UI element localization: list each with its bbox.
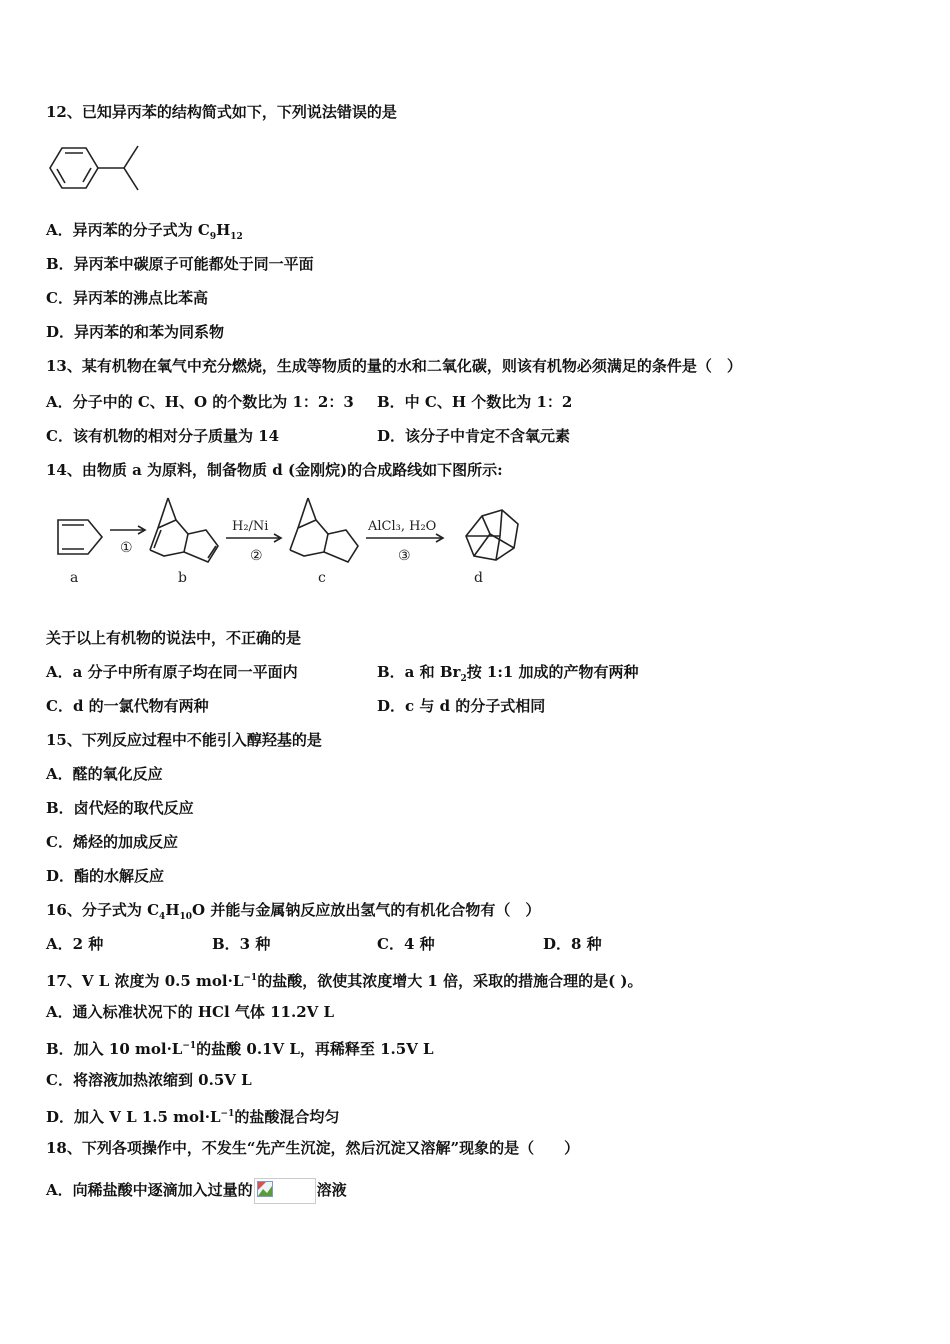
- q12-option-b: B．异丙苯中碳原子可能都处于同一平面: [46, 255, 314, 273]
- q16-stem: 16、分子式为 $C_4H_{10}O$ 并能与金属钠反应放出氢气的有机化合物有（ ）: [46, 901, 541, 922]
- scheme-step-3-reagent: AlCl₃, H₂O: [368, 519, 437, 534]
- q12-option-a: A．异丙苯的分子式为 $C_9H_{12}$: [46, 221, 243, 242]
- q15-option-a: A．醛的氧化反应: [46, 765, 163, 783]
- q13-option-d: D．该分子中肯定不含氧元素: [377, 427, 571, 445]
- q15-stem: 15、下列反应过程中不能引入醇羟基的是: [46, 731, 322, 749]
- q13-option-c: C．该有机物的相对分子质量为 14: [46, 427, 280, 445]
- q12-option-d: D．异丙苯的和苯为同系物: [46, 323, 225, 341]
- scheme-label-c: c: [318, 570, 326, 586]
- q14-option-b: B．a 和 $Br_2$按 1:1 加成的产物有两种: [377, 663, 639, 684]
- q16-option-a: A．2 种: [46, 935, 104, 953]
- q18-option-a: A．向稀盐酸中逐滴加入过量的 溶液: [46, 1178, 347, 1204]
- q13-option-a: A．分子中的 C、H、O 的个数比为 1：2：3: [46, 393, 354, 411]
- q12-option-c: C．异丙苯的沸点比苯高: [46, 289, 208, 307]
- scheme-step-2-reagent: H₂/Ni: [232, 519, 269, 534]
- q16-option-c: C．4 种: [377, 935, 435, 953]
- q17-option-b: B．加入 10 $mol\cdot L^{-1}$的盐酸 0.1V L，再稀释至 1.5V L: [46, 1040, 434, 1058]
- q13-option-b: B．中 C、H 个数比为 1：2: [377, 393, 573, 411]
- scheme-label-b: b: [178, 570, 187, 586]
- broken-image-icon: [254, 1178, 316, 1204]
- q12-stem: 12、已知异丙苯的结构简式如下，下列说法错误的是: [46, 103, 397, 121]
- q17-option-d: D．加入 V L 1.5 $mol\cdot L^{-1}$的盐酸混合均匀: [46, 1108, 340, 1126]
- q14-option-d: D．c 与 d 的分子式相同: [377, 697, 546, 715]
- q15-option-c: C．烯烃的加成反应: [46, 833, 178, 851]
- q17-option-c: C．将溶液加热浓缩到 0.5V L: [46, 1071, 252, 1089]
- q15-option-d: D．酯的水解反应: [46, 867, 165, 885]
- q16-option-d: D．8 种: [543, 935, 602, 953]
- isopropylbenzene-structure: [46, 140, 146, 200]
- q14-stem: 14、由物质 a 为原料，制备物质 d (金刚烷)的合成路线如下图所示:: [46, 461, 503, 479]
- q18-stem: 18、下列各项操作中，不发生“先产生沉淀，然后沉淀又溶解”现象的是（ ）: [46, 1139, 580, 1157]
- q15-option-b: B．卤代烃的取代反应: [46, 799, 194, 817]
- q16-option-b: B．3 种: [212, 935, 271, 953]
- q14-option-a: A．a 分子中所有原子均在同一平面内: [46, 663, 298, 681]
- adamantane-synthesis-scheme: [46, 490, 526, 600]
- q14-option-c: C．d 的一氯代物有两种: [46, 697, 209, 715]
- q17-stem: 17、V L 浓度为 0.5 $mol\cdot L^{-1}$的盐酸，欲使其浓度增大 1 倍，采取的措施合理的是( )。: [46, 972, 643, 990]
- scheme-label-d: d: [474, 570, 483, 586]
- q13-stem: 13、某有机物在氧气中充分燃烧，生成等物质的量的水和二氧化碳，则该有机物必须满足的条件是（ ）: [46, 357, 742, 375]
- scheme-step-1: ①: [120, 540, 133, 556]
- scheme-label-a: a: [70, 570, 79, 586]
- scheme-step-2: ②: [250, 548, 263, 564]
- scheme-step-3: ③: [398, 548, 411, 564]
- q17-option-a: A．通入标准状况下的 HCl 气体 11.2V L: [46, 1003, 335, 1021]
- q14-question: 关于以上有机物的说法中，不正确的是: [46, 629, 302, 647]
